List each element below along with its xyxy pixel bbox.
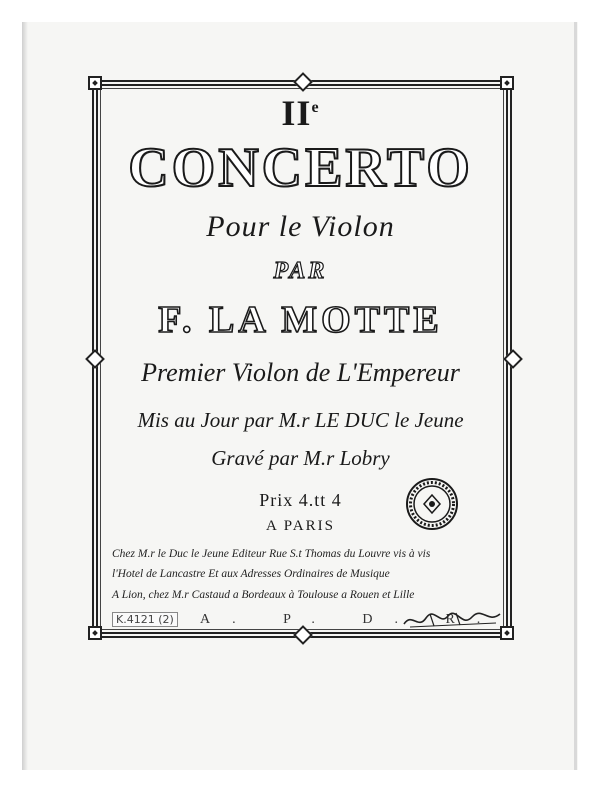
publisher-line: Mis au Jour par M.r LE DUC le Jeune: [137, 408, 464, 432]
address-line: Chez M.r le Duc le Jeune Editeur Rue S.t Thomas du Louvre vis à vis: [112, 548, 431, 560]
library-stamp-icon: [405, 477, 459, 531]
engraver-line: Gravé par M.r Lobry: [211, 446, 390, 470]
binding-shadow: [22, 22, 28, 770]
address-line: l'Hotel de Lancastre Et aux Adresses Ordinaires de Musique: [112, 568, 390, 580]
concerto-number: IIe: [281, 93, 320, 133]
signature-icon: [400, 608, 505, 632]
address-line: A Lion, chez M.r Castaud a Bordeaux à Toulouse a Rouen et Lille: [112, 589, 415, 601]
subtitle: Pour le Violon: [206, 210, 395, 243]
corner-ornament-icon: [500, 76, 514, 90]
corner-ornament-icon: [88, 626, 102, 640]
price: Prix 4.tt 4: [259, 490, 342, 510]
by-label: PAR: [273, 258, 328, 284]
composer-position: Premier Violon de L'Empereur: [141, 358, 460, 387]
composer-name: F. LA MOTTE: [158, 299, 443, 341]
privilege-mark: A. P. D. R.: [200, 612, 503, 627]
shelfmark-label: K.4121 (2): [112, 612, 178, 627]
page-edge: [574, 22, 577, 770]
page-title: CONCERTO: [128, 137, 473, 199]
city: A PARIS: [266, 518, 335, 534]
corner-ornament-icon: [88, 76, 102, 90]
